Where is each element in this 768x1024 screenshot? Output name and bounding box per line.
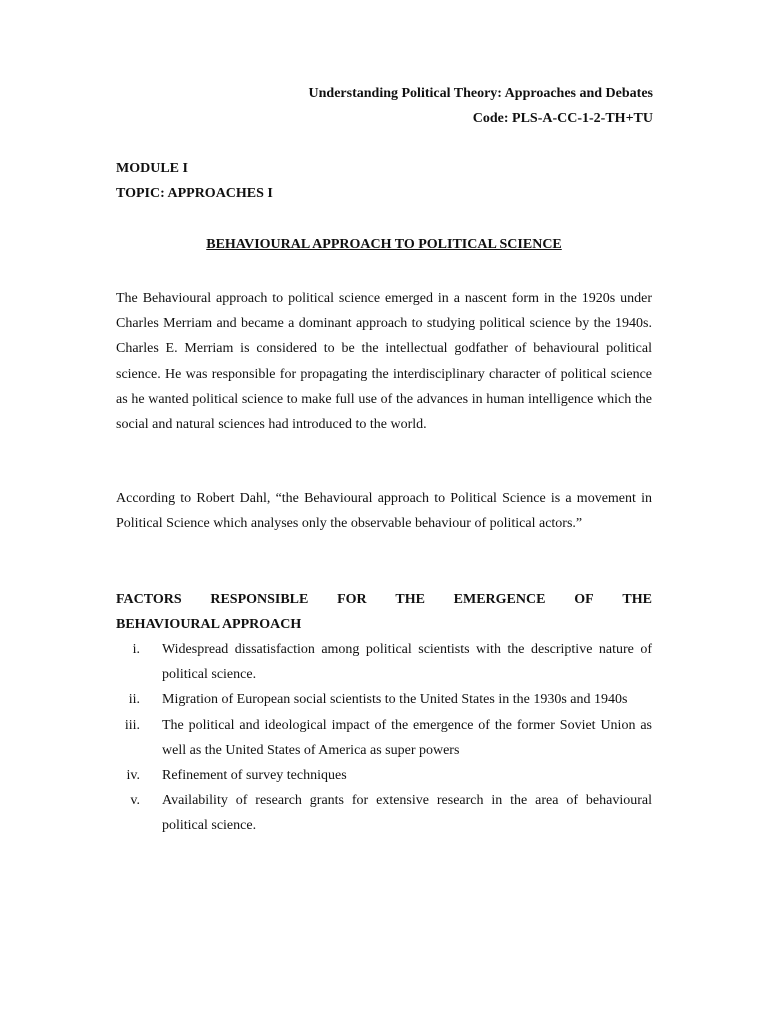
list-item	[116, 637, 652, 687]
list-item	[116, 763, 652, 788]
list-item-number: v.	[130, 793, 140, 809]
factors-heading-word: THE	[395, 592, 425, 607]
factors-heading	[116, 587, 652, 637]
factors-heading-word: FACTORS	[116, 592, 182, 607]
list-item	[116, 713, 652, 763]
intro-paragraph: The Behavioural approach to political science emerged in a nascent form in the 1920s under Charles Merriam and became a dominant approach to studying political science by the 1940s. Charles E. Merriam is considered to be the intellectual godfather of behavioural political science. He was responsible for propagating the interdisciplinary character of political science as he wanted political science to make full use of the advances in human intelligence which the social and natural sciences had introduced to the world.	[116, 291, 652, 433]
factors-heading-line1	[116, 587, 652, 612]
list-item-number: iv.	[126, 768, 140, 784]
section-heading: BEHAVIOURAL APPROACH TO POLITICAL SCIENCE	[206, 237, 562, 252]
list-item	[116, 788, 652, 838]
list-item-text: Migration of European social scientists to the United States in the 1930s and 1940s	[162, 692, 628, 708]
list-item-number: ii.	[128, 692, 140, 708]
factors-heading-word: OF	[574, 592, 594, 607]
factors-list	[116, 637, 652, 839]
list-item-number: iii.	[124, 717, 140, 733]
topic-label: TOPIC: APPROACHES I	[116, 186, 273, 201]
list-item-text: Widespread dissatisfaction among political scientists with the descriptive nature of political science.	[162, 642, 652, 683]
factors-heading-word: EMERGENCE	[453, 592, 546, 607]
factors-heading-word: FOR	[337, 592, 367, 607]
course-code: Code: PLS-A-CC-1-2-TH+TU	[472, 111, 653, 126]
course-title: Understanding Political Theory: Approaches and Debates	[308, 86, 653, 101]
factors-heading-word: THE	[622, 592, 652, 607]
factors-heading-word: RESPONSIBLE	[210, 592, 309, 607]
list-item-text: The political and ideological impact of the emergence of the former Soviet Union as well as the United States of America as super powers	[162, 717, 652, 758]
list-item-text: Availability of research grants for extensive research in the area of behavioural political science.	[162, 793, 652, 834]
list-item	[116, 687, 652, 712]
list-item-number: i.	[132, 642, 140, 657]
module-label: MODULE I	[116, 161, 188, 176]
list-item-text: Refinement of survey techniques	[162, 768, 347, 784]
dahl-quote-paragraph: According to Robert Dahl, “the Behavioural approach to Political Science is a movement in Political Science which analyses only the observable behaviour of political actors.”	[116, 491, 652, 532]
factors-heading-line2: BEHAVIOURAL APPROACH	[116, 617, 302, 633]
